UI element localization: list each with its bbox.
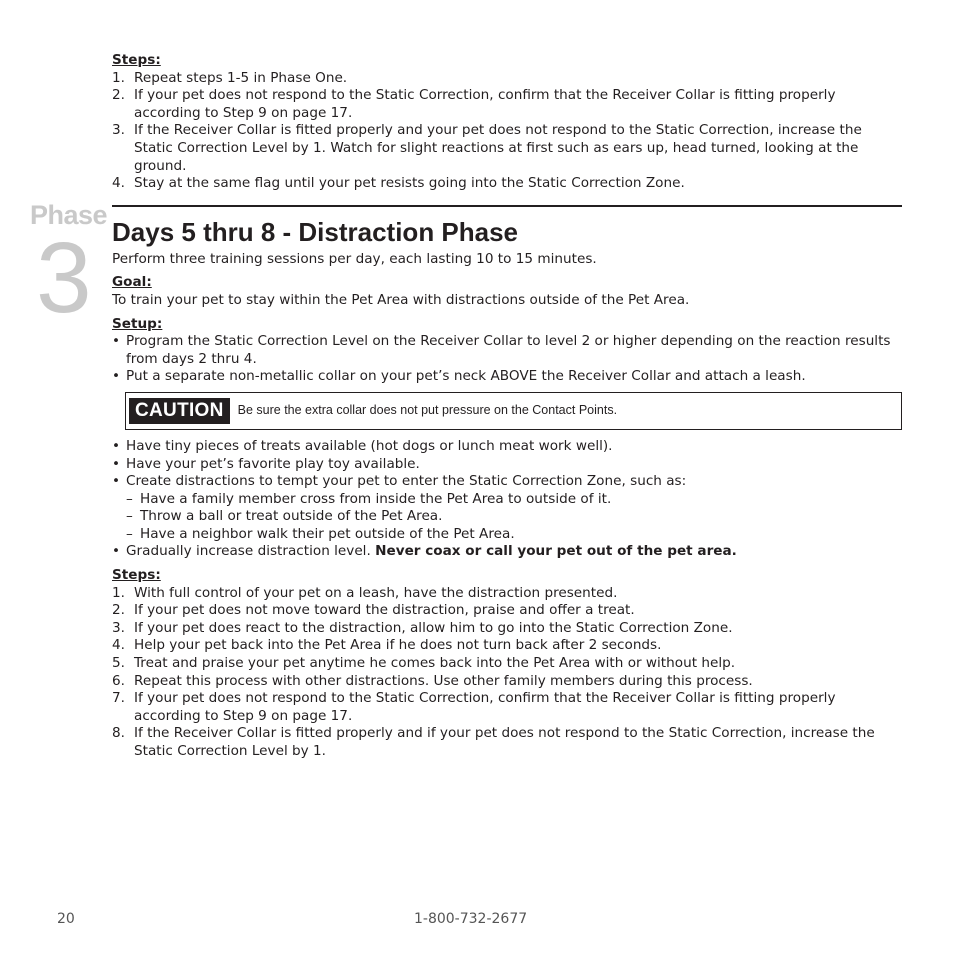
- list-item: [112, 585, 902, 603]
- steps-list: [112, 585, 902, 761]
- phase-word: Phase: [30, 200, 108, 230]
- page-content: [112, 52, 902, 761]
- list-item: [112, 473, 902, 543]
- step-text: Treat and praise your pet anytime he comes back into the Pet Area with or without help.: [134, 655, 736, 672]
- section-intro: Perform three training sessions per day, each lasting 10 to 15 minutes.: [112, 250, 597, 267]
- list-item: [126, 491, 902, 509]
- list-item: [112, 438, 902, 456]
- step-text: If the Receiver Collar is fitted properly and your pet does not respond to the Static Correction, increase the Static Correction Level by 1. Watch for slight reactions at first such as ears up, head turned, looking at the ground.: [134, 122, 862, 174]
- step-text: If your pet does not respond to the Static Correction, confirm that the Receiver Collar is fitting properly according to Step 9 on page 17.: [134, 690, 836, 724]
- goal-text: To train your pet to stay within the Pet Area with distractions outside of the Pet Area.: [112, 291, 690, 308]
- steps-heading: Steps:: [112, 52, 161, 68]
- step-number: 4.: [112, 637, 125, 654]
- list-item: [112, 368, 902, 386]
- caution-text: Be sure the extra collar does not put pressure on the Contact Points.: [237, 403, 618, 418]
- caution-box: [125, 392, 902, 430]
- goal-heading: Goal:: [112, 274, 152, 291]
- list-item: [112, 602, 902, 620]
- bullet: •: [112, 543, 121, 560]
- step-number: 3.: [112, 122, 125, 139]
- list-item: [112, 175, 902, 193]
- step-number: 2.: [112, 87, 125, 104]
- list-item: [112, 456, 902, 474]
- step-text: Repeat steps 1-5 in Phase One.: [134, 69, 348, 86]
- bullet: •: [112, 473, 121, 490]
- setup-item-text: Gradually increase distraction level.: [126, 543, 376, 560]
- step-number: 3.: [112, 619, 125, 636]
- list-item: [126, 526, 902, 544]
- setup-item-text: Have your pet’s favorite play toy available.: [126, 455, 420, 472]
- step-text: If your pet does not respond to the Static Correction, confirm that the Receiver Collar is fitting properly according to Step 9 on page 17.: [134, 87, 836, 121]
- section-title: Days 5 thru 8 - Distraction Phase: [112, 216, 519, 247]
- list-item: [126, 508, 902, 526]
- setup-item-text: Program the Static Correction Level on the Receiver Collar to level 2 or higher depending on the reaction results from days 2 thru 4.: [126, 333, 891, 367]
- list-item: [112, 655, 902, 673]
- setup-warning-text: Never coax or call your pet out of the pet area.: [375, 543, 737, 560]
- step-number: 1.: [112, 584, 125, 601]
- sub-item-text: Have a family member cross from inside the Pet Area to outside of it.: [140, 490, 612, 507]
- bullet: •: [112, 437, 121, 454]
- list-item: [112, 70, 902, 88]
- bullet: •: [112, 455, 121, 472]
- dash: –: [126, 490, 133, 507]
- step-text: If the Receiver Collar is fitted properly and if your pet does not respond to the Static Correction, increase the Static Correction Level by 1.: [134, 725, 875, 759]
- list-item: [112, 637, 902, 655]
- page-number: 20: [57, 911, 75, 927]
- step-text: With full control of your pet on a leash, have the distraction presented.: [134, 584, 618, 601]
- setup-list-continued: [112, 438, 902, 561]
- phase-number: 3: [36, 222, 92, 334]
- list-item: [112, 333, 902, 368]
- list-item: [112, 543, 902, 561]
- setup-item-text: Have tiny pieces of treats available (hot dogs or lunch meat work well).: [126, 437, 613, 454]
- phone-number: 1-800-732-2677: [414, 911, 528, 927]
- phase-marker: [30, 200, 110, 334]
- step-number: 8.: [112, 725, 125, 742]
- steps-list: [112, 70, 902, 193]
- bullet: •: [112, 368, 121, 385]
- dash: –: [126, 525, 133, 542]
- step-text: If your pet does not move toward the distraction, praise and offer a treat.: [134, 602, 635, 619]
- list-item: [112, 673, 902, 691]
- caution-label: CAUTION: [129, 398, 230, 424]
- step-number: 2.: [112, 602, 125, 619]
- bullet: •: [112, 333, 121, 350]
- list-item: [112, 122, 902, 175]
- dash: –: [126, 508, 133, 525]
- step-text: If your pet does react to the distraction, allow him to go into the Static Correction Zone.: [134, 619, 733, 636]
- list-item: [112, 620, 902, 638]
- setup-list: [112, 333, 902, 386]
- step-number: 4.: [112, 175, 125, 192]
- list-item: [112, 690, 902, 725]
- setup-heading: Setup:: [112, 315, 163, 332]
- steps-heading: Steps:: [112, 567, 161, 584]
- step-text: Repeat this process with other distractions. Use other family members during this process.: [134, 672, 753, 689]
- step-text: Stay at the same flag until your pet resists going into the Static Correction Zone.: [134, 175, 685, 192]
- distraction-sublist: [126, 491, 902, 544]
- step-text: Help your pet back into the Pet Area if he does not turn back after 2 seconds.: [134, 637, 662, 654]
- sub-item-text: Have a neighbor walk their pet outside of the Pet Area.: [140, 525, 515, 542]
- list-item: [112, 87, 902, 122]
- section-divider: [112, 205, 902, 207]
- sub-item-text: Throw a ball or treat outside of the Pet Area.: [140, 508, 443, 525]
- list-item: [112, 725, 902, 760]
- step-number: 5.: [112, 655, 125, 672]
- step-number: 7.: [112, 690, 125, 707]
- step-number: 1.: [112, 69, 125, 86]
- step-number: 6.: [112, 672, 125, 689]
- setup-item-text: Put a separate non-metallic collar on your pet’s neck ABOVE the Receiver Collar and attach a leash.: [126, 368, 806, 385]
- setup-item-text: Create distractions to tempt your pet to enter the Static Correction Zone, such as:: [126, 473, 687, 490]
